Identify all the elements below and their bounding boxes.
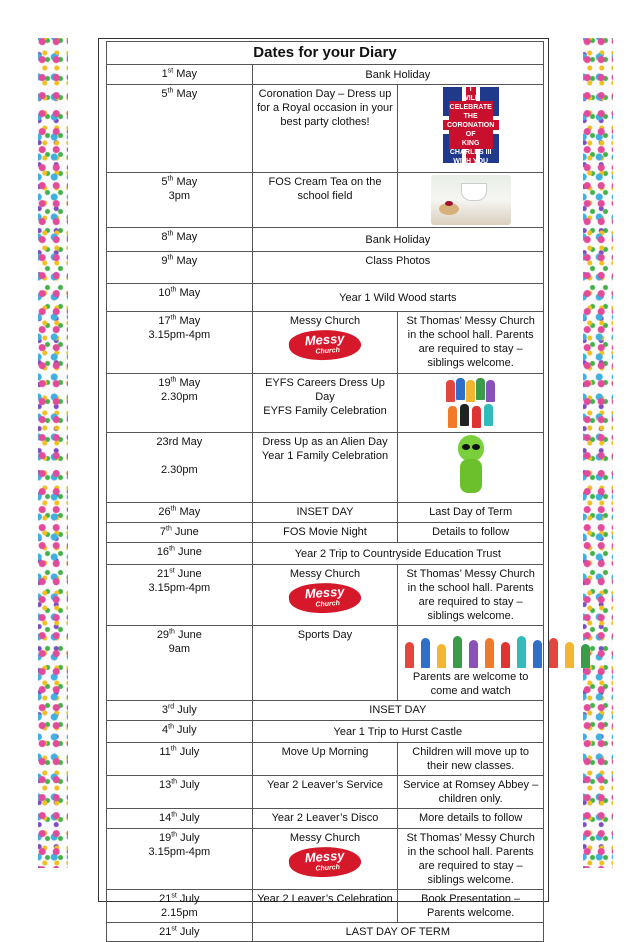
table-row [107, 523, 544, 543]
table-row [107, 565, 544, 626]
table-row [107, 743, 544, 776]
table-row [107, 374, 544, 433]
details-cell: St Thomas’ Messy Church in the school hall. Parents are required to stay – siblings welcome. [398, 829, 544, 890]
event-cell: INSET DAY [252, 701, 543, 721]
event-cell: Bank Holiday [252, 228, 543, 252]
event-cell: Year 2 Leaver’s Disco [252, 809, 398, 829]
messy-church-logo: Messy Church [288, 328, 362, 363]
event-cell: Year 2 Leaver’s Celebration [252, 890, 398, 923]
sports-runners-image [401, 630, 591, 668]
date-cell: 19th July 3.15pm-4pm [107, 829, 253, 890]
details-cell: Last Day of Term [398, 503, 544, 523]
event-cell: Messy Church Messy Church [252, 565, 398, 626]
image-cell [398, 173, 544, 228]
table-row [107, 809, 544, 829]
event-cell: LAST DAY OF TERM [252, 923, 543, 942]
coronation-flag-image: I WILL CELEBRATE THE CORONATION OF KING CHARLES III WITH YOU [443, 87, 499, 163]
cream-tea-image [431, 175, 511, 225]
details-cell: More details to follow [398, 809, 544, 829]
date-cell: 17th May 3.15pm-4pm [107, 312, 253, 374]
date-cell: 4th July [107, 721, 253, 743]
details-cell: Details to follow [398, 523, 544, 543]
date-cell: 13th July [107, 776, 253, 809]
date-cell: 23rd May 2.30pm [107, 433, 253, 503]
date-cell: 10th May [107, 284, 253, 312]
date-cell: 11th July [107, 743, 253, 776]
date-cell: 9th May [107, 252, 253, 284]
details-cell: St Thomas’ Messy Church in the school hall. Parents are required to stay – siblings welcome. [398, 565, 544, 626]
table-row [107, 312, 544, 374]
event-cell: FOS Cream Tea on the school field [252, 173, 398, 228]
right-decorative-border [583, 38, 613, 868]
details-cell [398, 626, 544, 701]
messy-church-logo: Messy Church [288, 581, 362, 616]
table-row [107, 284, 544, 312]
diary-document [98, 38, 549, 938]
date-cell: 21st June 3.15pm-4pm [107, 565, 253, 626]
table-row [107, 701, 544, 721]
title-row [107, 42, 544, 65]
table-row [107, 626, 544, 701]
table-row [107, 890, 544, 923]
sports-day-note: Parents are welcome to come and watch [412, 671, 529, 697]
event-cell: Messy Church Messy Church [252, 312, 398, 374]
messy-church-logo: Messy Church [288, 845, 362, 880]
event-cell: Year 1 Wild Wood starts [252, 284, 543, 312]
date-cell: 1st May [107, 65, 253, 85]
date-cell: 19th May 2.30pm [107, 374, 253, 433]
event-cell: Coronation Day – Dress up for a Royal occasion in your best party clothes! [252, 85, 398, 173]
date-cell: 21st July 2.15pm [107, 890, 253, 923]
date-cell: 5th May 3pm [107, 173, 253, 228]
event-cell: Sports Day [252, 626, 398, 701]
event-cell: FOS Movie Night [252, 523, 398, 543]
table-row [107, 85, 544, 173]
table-row [107, 433, 544, 503]
date-cell: 8th May [107, 228, 253, 252]
event-cell: Move Up Morning [252, 743, 398, 776]
details-cell: Children will move up to their new classes. [398, 743, 544, 776]
image-cell [398, 433, 544, 503]
date-cell: 14th July [107, 809, 253, 829]
details-cell: Service at Romsey Abbey – children only. [398, 776, 544, 809]
event-cell: Year 2 Trip to Countryside Education Trust [252, 543, 543, 565]
event-cell: Class Photos [252, 252, 543, 284]
table-row [107, 65, 544, 85]
alien-image [446, 435, 496, 495]
event-cell: EYFS Careers Dress Up Day EYFS Family Celebration [252, 374, 398, 433]
event-cell: INSET DAY [252, 503, 398, 523]
date-cell: 26th May [107, 503, 253, 523]
details-cell: Book Presentation – Parents welcome. [398, 890, 544, 923]
date-cell: 7th June [107, 523, 253, 543]
table-row [107, 252, 544, 284]
event-cell: Bank Holiday [252, 65, 543, 85]
date-cell: 21st July [107, 923, 253, 942]
image-cell [398, 374, 544, 433]
left-decorative-border [38, 38, 68, 868]
date-cell: 29th June 9am [107, 626, 253, 701]
event-cell: Dress Up as an Alien Day Year 1 Family Celebration [252, 433, 398, 503]
table-row [107, 543, 544, 565]
page-title: Dates for your Diary [107, 42, 544, 65]
date-cell: 3rd July [107, 701, 253, 721]
image-cell [398, 85, 544, 173]
event-cell: Messy Church Messy Church [252, 829, 398, 890]
table-row [107, 721, 544, 743]
table-row [107, 228, 544, 252]
table-row [107, 829, 544, 890]
details-cell: St Thomas’ Messy Church in the school hall. Parents are required to stay – siblings welcome. [398, 312, 544, 374]
diary-table [106, 41, 544, 942]
event-cell: Year 2 Leaver’s Service [252, 776, 398, 809]
event-cell: Year 1 Trip to Hurst Castle [252, 721, 543, 743]
table-row [107, 776, 544, 809]
date-cell: 5th May [107, 85, 253, 173]
dress-up-kids-image [444, 376, 498, 430]
date-cell: 16th June [107, 543, 253, 565]
table-row [107, 173, 544, 228]
table-row [107, 503, 544, 523]
table-row [107, 923, 544, 942]
